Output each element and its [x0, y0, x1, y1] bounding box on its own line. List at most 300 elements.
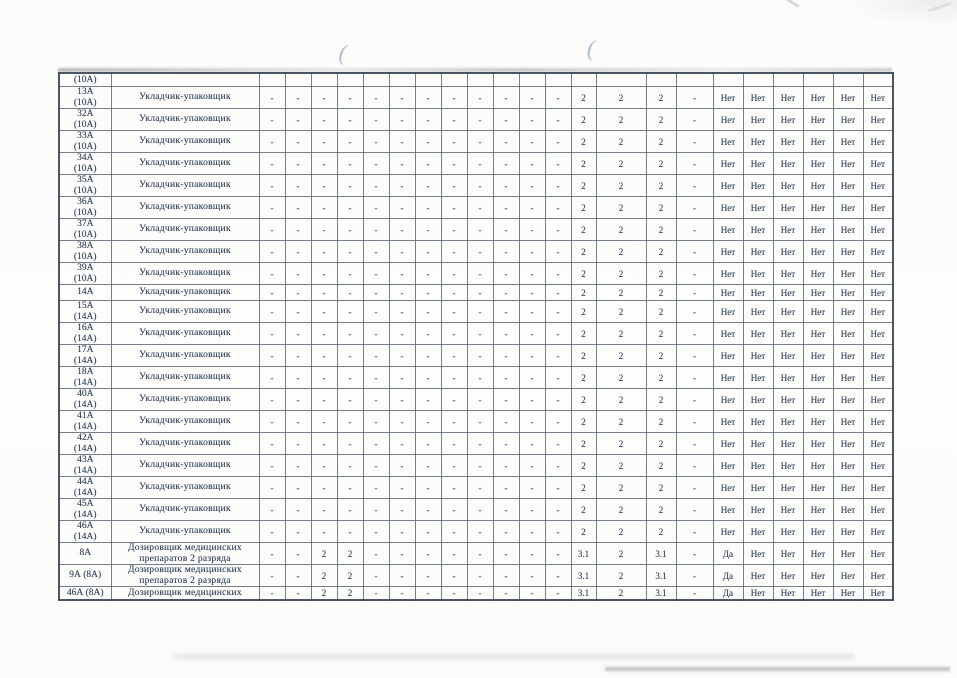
cell-value: - [337, 197, 363, 219]
cell-value: - [259, 323, 285, 345]
cell-value: - [363, 345, 389, 367]
cell-value: - [285, 175, 311, 197]
cell-value: Нет [773, 109, 803, 131]
cell-value: Нет [773, 433, 803, 455]
cell-value: - [389, 543, 415, 565]
cell-value: Нет [833, 411, 863, 433]
cell-value: 2 [571, 389, 596, 411]
table-row [59, 241, 893, 263]
cell-profession: Укладчик-упаковщик [111, 175, 259, 197]
cell-value: 2 [596, 521, 646, 543]
cell-profession: Укладчик-упаковщик [111, 411, 259, 433]
cell-value: Нет [803, 521, 833, 543]
cell-value: - [467, 345, 493, 367]
cell-value: - [493, 241, 519, 263]
cell-value: Нет [833, 543, 863, 565]
cell-value: Нет [743, 367, 773, 389]
cell-value: - [285, 411, 311, 433]
cell-value: - [519, 521, 545, 543]
cell-value: - [363, 219, 389, 241]
cell-profession [111, 73, 259, 87]
cell-value: - [311, 109, 337, 131]
cell-value: - [363, 87, 389, 109]
cell-value: Нет [743, 301, 773, 323]
cell-value: - [441, 197, 467, 219]
cell-value: 2 [596, 131, 646, 153]
cell-value: - [676, 131, 713, 153]
cell-value [713, 73, 743, 87]
cell-profession: Укладчик-упаковщик [111, 109, 259, 131]
cell-value [441, 73, 467, 87]
cell-value: - [363, 175, 389, 197]
table-row [59, 345, 893, 367]
cell-value: 3.1 [571, 565, 596, 587]
cell-value: 2 [646, 477, 676, 499]
cell-value: - [676, 175, 713, 197]
cell-workplace-code: 33А (10А) [59, 131, 111, 153]
cell-value: Нет [863, 565, 893, 587]
cell-workplace-code: 45А (14А) [59, 499, 111, 521]
cell-value: 2 [571, 301, 596, 323]
cell-workplace-code: 16А (14А) [59, 323, 111, 345]
cell-value: Нет [833, 455, 863, 477]
cell-value: Нет [773, 565, 803, 587]
table-row [59, 587, 893, 601]
cell-value: 2 [596, 477, 646, 499]
cell-value: Нет [863, 455, 893, 477]
pen-mark-icon: ( [586, 35, 596, 62]
cell-value: Нет [803, 175, 833, 197]
cell-value: - [389, 109, 415, 131]
cell-value [415, 73, 441, 87]
cell-value: 2 [337, 543, 363, 565]
cell-value: - [545, 455, 571, 477]
cell-value: - [519, 477, 545, 499]
cell-value: Нет [863, 433, 893, 455]
cell-value: - [259, 301, 285, 323]
cell-value: 3.1 [646, 543, 676, 565]
cell-value: Нет [743, 241, 773, 263]
cell-value: Нет [803, 197, 833, 219]
cell-value: Нет [863, 499, 893, 521]
cell-value: Нет [773, 301, 803, 323]
cell-value: - [259, 499, 285, 521]
cell-value: - [519, 367, 545, 389]
cell-value: - [285, 543, 311, 565]
cell-value: - [285, 345, 311, 367]
cell-value: Нет [803, 109, 833, 131]
cell-value: - [467, 477, 493, 499]
cell-value: Нет [833, 263, 863, 285]
cell-value: - [519, 411, 545, 433]
cell-value: - [519, 241, 545, 263]
cell-workplace-code: 37А (10А) [59, 219, 111, 241]
cell-value: Нет [773, 263, 803, 285]
cell-value: - [311, 175, 337, 197]
cell-workplace-code: 15А (14А) [59, 301, 111, 323]
cell-value: - [676, 411, 713, 433]
cell-value: Нет [833, 153, 863, 175]
cell-value: - [676, 87, 713, 109]
cell-value: 2 [596, 565, 646, 587]
cell-value: - [545, 285, 571, 301]
cell-value: - [311, 477, 337, 499]
cell-value: - [337, 499, 363, 521]
cell-value: 2 [596, 263, 646, 285]
cell-value: - [467, 131, 493, 153]
cell-value: - [467, 87, 493, 109]
cell-value: Нет [773, 323, 803, 345]
cell-value: Нет [803, 543, 833, 565]
cell-value: - [519, 153, 545, 175]
cell-value: - [363, 131, 389, 153]
cell-profession: Укладчик-упаковщик [111, 301, 259, 323]
cell-value: 2 [646, 263, 676, 285]
cell-value: Нет [713, 241, 743, 263]
cell-value: Нет [863, 521, 893, 543]
scan-artifact [787, 0, 800, 8]
cell-value: 2 [571, 477, 596, 499]
cell-value: 2 [571, 323, 596, 345]
cell-value: - [676, 285, 713, 301]
cell-value: - [493, 219, 519, 241]
cell-value: Нет [803, 411, 833, 433]
table-row [59, 323, 893, 345]
cell-value: - [285, 241, 311, 263]
cell-value: Нет [833, 197, 863, 219]
cell-value: - [363, 285, 389, 301]
cell-value: - [467, 241, 493, 263]
cell-value: - [493, 455, 519, 477]
cell-value: - [337, 455, 363, 477]
cell-value [311, 73, 337, 87]
cell-value: Нет [713, 521, 743, 543]
cell-value: - [285, 433, 311, 455]
cell-value: - [259, 565, 285, 587]
cell-value: - [285, 455, 311, 477]
cell-value: - [337, 175, 363, 197]
cell-value: Нет [713, 285, 743, 301]
cell-value: - [285, 587, 311, 601]
cell-value: 2 [596, 499, 646, 521]
cell-workplace-code: 8А [59, 543, 111, 565]
cell-value: 2 [571, 109, 596, 131]
cell-workplace-code: 41А (14А) [59, 411, 111, 433]
cell-value: - [337, 345, 363, 367]
cell-value: - [337, 131, 363, 153]
cell-value: - [441, 521, 467, 543]
cell-value: Нет [833, 499, 863, 521]
cell-value: 2 [596, 587, 646, 601]
cell-value: 2 [596, 197, 646, 219]
cell-value: Нет [863, 285, 893, 301]
cell-value: Нет [833, 433, 863, 455]
cell-value: - [415, 301, 441, 323]
cell-value: 2 [571, 175, 596, 197]
cell-value: - [363, 543, 389, 565]
table-row [59, 197, 893, 219]
cell-value: Нет [863, 109, 893, 131]
cell-value: 2 [337, 565, 363, 587]
cell-value: 2 [571, 219, 596, 241]
cell-value: 2 [646, 175, 676, 197]
table-row [59, 87, 893, 109]
cell-value: 2 [596, 301, 646, 323]
cell-value: 2 [571, 285, 596, 301]
cell-value: Нет [833, 131, 863, 153]
cell-value: 2 [646, 241, 676, 263]
cell-value [646, 73, 676, 87]
cell-value: - [363, 197, 389, 219]
scan-artifact [928, 2, 951, 11]
cell-value: - [545, 521, 571, 543]
cell-value: - [545, 433, 571, 455]
cell-value [545, 73, 571, 87]
cell-value: 2 [596, 219, 646, 241]
cell-value: Нет [863, 87, 893, 109]
cell-workplace-code: 36А (10А) [59, 197, 111, 219]
cell-value: 2 [646, 197, 676, 219]
cell-value: - [311, 301, 337, 323]
cell-value: - [545, 565, 571, 587]
cell-value: 2 [646, 345, 676, 367]
cell-value: 2 [596, 109, 646, 131]
cell-value: - [441, 499, 467, 521]
cell-value: Нет [713, 499, 743, 521]
cell-value: - [311, 411, 337, 433]
cell-value: - [415, 565, 441, 587]
cell-value: Нет [833, 521, 863, 543]
cell-value: - [259, 219, 285, 241]
cell-value: - [311, 367, 337, 389]
cell-value: 3.1 [571, 543, 596, 565]
cell-value [493, 73, 519, 87]
cell-value: Да [713, 543, 743, 565]
cell-value: - [285, 131, 311, 153]
cell-value: Нет [743, 131, 773, 153]
cell-value: Нет [773, 241, 803, 263]
cell-value: Да [713, 565, 743, 587]
table-row [59, 131, 893, 153]
cell-value: - [363, 521, 389, 543]
cell-value: 2 [596, 323, 646, 345]
cell-value: 2 [571, 499, 596, 521]
cell-value: - [493, 87, 519, 109]
cell-value: 2 [311, 565, 337, 587]
cell-value [863, 73, 893, 87]
cell-value: Нет [803, 587, 833, 601]
cell-value: Нет [833, 301, 863, 323]
cell-value: Нет [713, 367, 743, 389]
cell-value: Нет [773, 153, 803, 175]
cell-value: - [259, 587, 285, 601]
cell-value: - [363, 109, 389, 131]
cell-value: - [441, 241, 467, 263]
cell-value: Нет [743, 543, 773, 565]
cell-value: - [415, 521, 441, 543]
cell-workplace-code: 34А (10А) [59, 153, 111, 175]
cell-value: Нет [713, 455, 743, 477]
cell-value: - [493, 565, 519, 587]
cell-profession: Дозировщик медицинских препаратов 2 разряда [111, 543, 259, 565]
cell-value: - [519, 219, 545, 241]
cell-value: - [545, 323, 571, 345]
cell-value: - [441, 565, 467, 587]
cell-value: Нет [833, 477, 863, 499]
table-row [59, 433, 893, 455]
cell-value: - [441, 87, 467, 109]
cell-value: Нет [743, 411, 773, 433]
cell-value: - [676, 565, 713, 587]
cell-value: Нет [713, 87, 743, 109]
cell-value: - [415, 323, 441, 345]
cell-value: - [519, 109, 545, 131]
cell-value: - [285, 285, 311, 301]
cell-profession: Укладчик-упаковщик [111, 219, 259, 241]
cell-value: Нет [713, 433, 743, 455]
cell-value: Нет [833, 345, 863, 367]
cell-value: - [285, 499, 311, 521]
cell-workplace-code: 42А (14А) [59, 433, 111, 455]
scan-shadow [175, 654, 855, 659]
cell-value: - [311, 345, 337, 367]
cell-value: - [545, 109, 571, 131]
cell-value: - [363, 389, 389, 411]
cell-value: Нет [863, 241, 893, 263]
cell-value: - [415, 109, 441, 131]
cell-value: - [545, 175, 571, 197]
cell-value: - [493, 131, 519, 153]
cell-value: - [441, 367, 467, 389]
cell-value: - [467, 285, 493, 301]
cell-value: - [389, 587, 415, 601]
cell-value: - [493, 285, 519, 301]
cell-value: - [337, 87, 363, 109]
cell-value: - [441, 433, 467, 455]
cell-value: - [311, 389, 337, 411]
cell-value: - [389, 477, 415, 499]
table-row [59, 175, 893, 197]
pen-mark-icon: ( [337, 39, 349, 66]
cell-value: 2 [571, 367, 596, 389]
cell-value: - [493, 477, 519, 499]
cell-value: - [676, 477, 713, 499]
cell-value: - [441, 323, 467, 345]
cell-value: - [441, 477, 467, 499]
cell-value [596, 73, 646, 87]
cell-value: - [545, 197, 571, 219]
cell-value: 3.1 [646, 587, 676, 601]
cell-value: - [337, 109, 363, 131]
table-row [59, 367, 893, 389]
cell-value: - [259, 543, 285, 565]
cell-value: - [389, 219, 415, 241]
cell-workplace-code: 18А (14А) [59, 367, 111, 389]
cell-value: - [545, 411, 571, 433]
cell-value: - [545, 477, 571, 499]
cell-value: - [519, 175, 545, 197]
cell-value: - [545, 543, 571, 565]
cell-profession: Укладчик-упаковщик [111, 477, 259, 499]
table-body [59, 73, 893, 600]
cell-value: Нет [743, 175, 773, 197]
cell-value: - [363, 263, 389, 285]
cell-value: - [676, 499, 713, 521]
cell-profession: Укладчик-упаковщик [111, 345, 259, 367]
cell-profession: Дозировщик медицинских препаратов 2 разряда [111, 565, 259, 587]
cell-profession: Укладчик-упаковщик [111, 263, 259, 285]
cell-value: - [467, 433, 493, 455]
cell-value: - [415, 477, 441, 499]
cell-value: Нет [743, 285, 773, 301]
cell-value: - [415, 367, 441, 389]
table-row [59, 565, 893, 587]
cell-value: - [285, 301, 311, 323]
cell-value: - [337, 219, 363, 241]
cell-value: Нет [863, 543, 893, 565]
cell-value: Нет [863, 197, 893, 219]
cell-value: - [389, 521, 415, 543]
cell-value: 2 [571, 241, 596, 263]
table-row [59, 219, 893, 241]
cell-value: - [389, 323, 415, 345]
cell-value: - [441, 411, 467, 433]
cell-value: Нет [713, 389, 743, 411]
cell-value: 2 [571, 153, 596, 175]
cell-value: - [493, 263, 519, 285]
cell-value: Нет [803, 433, 833, 455]
cell-value: 2 [646, 153, 676, 175]
cell-value: Нет [773, 587, 803, 601]
cell-value: - [285, 153, 311, 175]
cell-value: 2 [596, 411, 646, 433]
cell-value: - [676, 455, 713, 477]
cell-value: 2 [311, 543, 337, 565]
cell-value: - [311, 285, 337, 301]
cell-value: Нет [863, 367, 893, 389]
cell-value: - [467, 323, 493, 345]
cell-value: 2 [646, 521, 676, 543]
cell-value [833, 73, 863, 87]
cell-value: - [467, 153, 493, 175]
cell-value: Нет [773, 389, 803, 411]
cell-value: 2 [646, 219, 676, 241]
table-row [59, 263, 893, 285]
cell-profession: Укладчик-упаковщик [111, 367, 259, 389]
cell-value: - [363, 477, 389, 499]
cell-value: - [389, 153, 415, 175]
table-row [59, 285, 893, 301]
cell-value: - [337, 285, 363, 301]
cell-value: - [311, 219, 337, 241]
table-row [59, 109, 893, 131]
cell-value: - [415, 455, 441, 477]
cell-value: 2 [596, 345, 646, 367]
cell-value: - [337, 301, 363, 323]
cell-value: - [441, 543, 467, 565]
cell-value: - [311, 241, 337, 263]
cell-profession: Укладчик-упаковщик [111, 433, 259, 455]
cell-value: Нет [713, 345, 743, 367]
cell-value: - [337, 323, 363, 345]
cell-value: - [415, 411, 441, 433]
cell-value: - [389, 455, 415, 477]
cell-value: - [519, 433, 545, 455]
cell-value: - [285, 521, 311, 543]
cell-value: - [389, 345, 415, 367]
cell-value: - [311, 197, 337, 219]
cell-value: Нет [773, 367, 803, 389]
